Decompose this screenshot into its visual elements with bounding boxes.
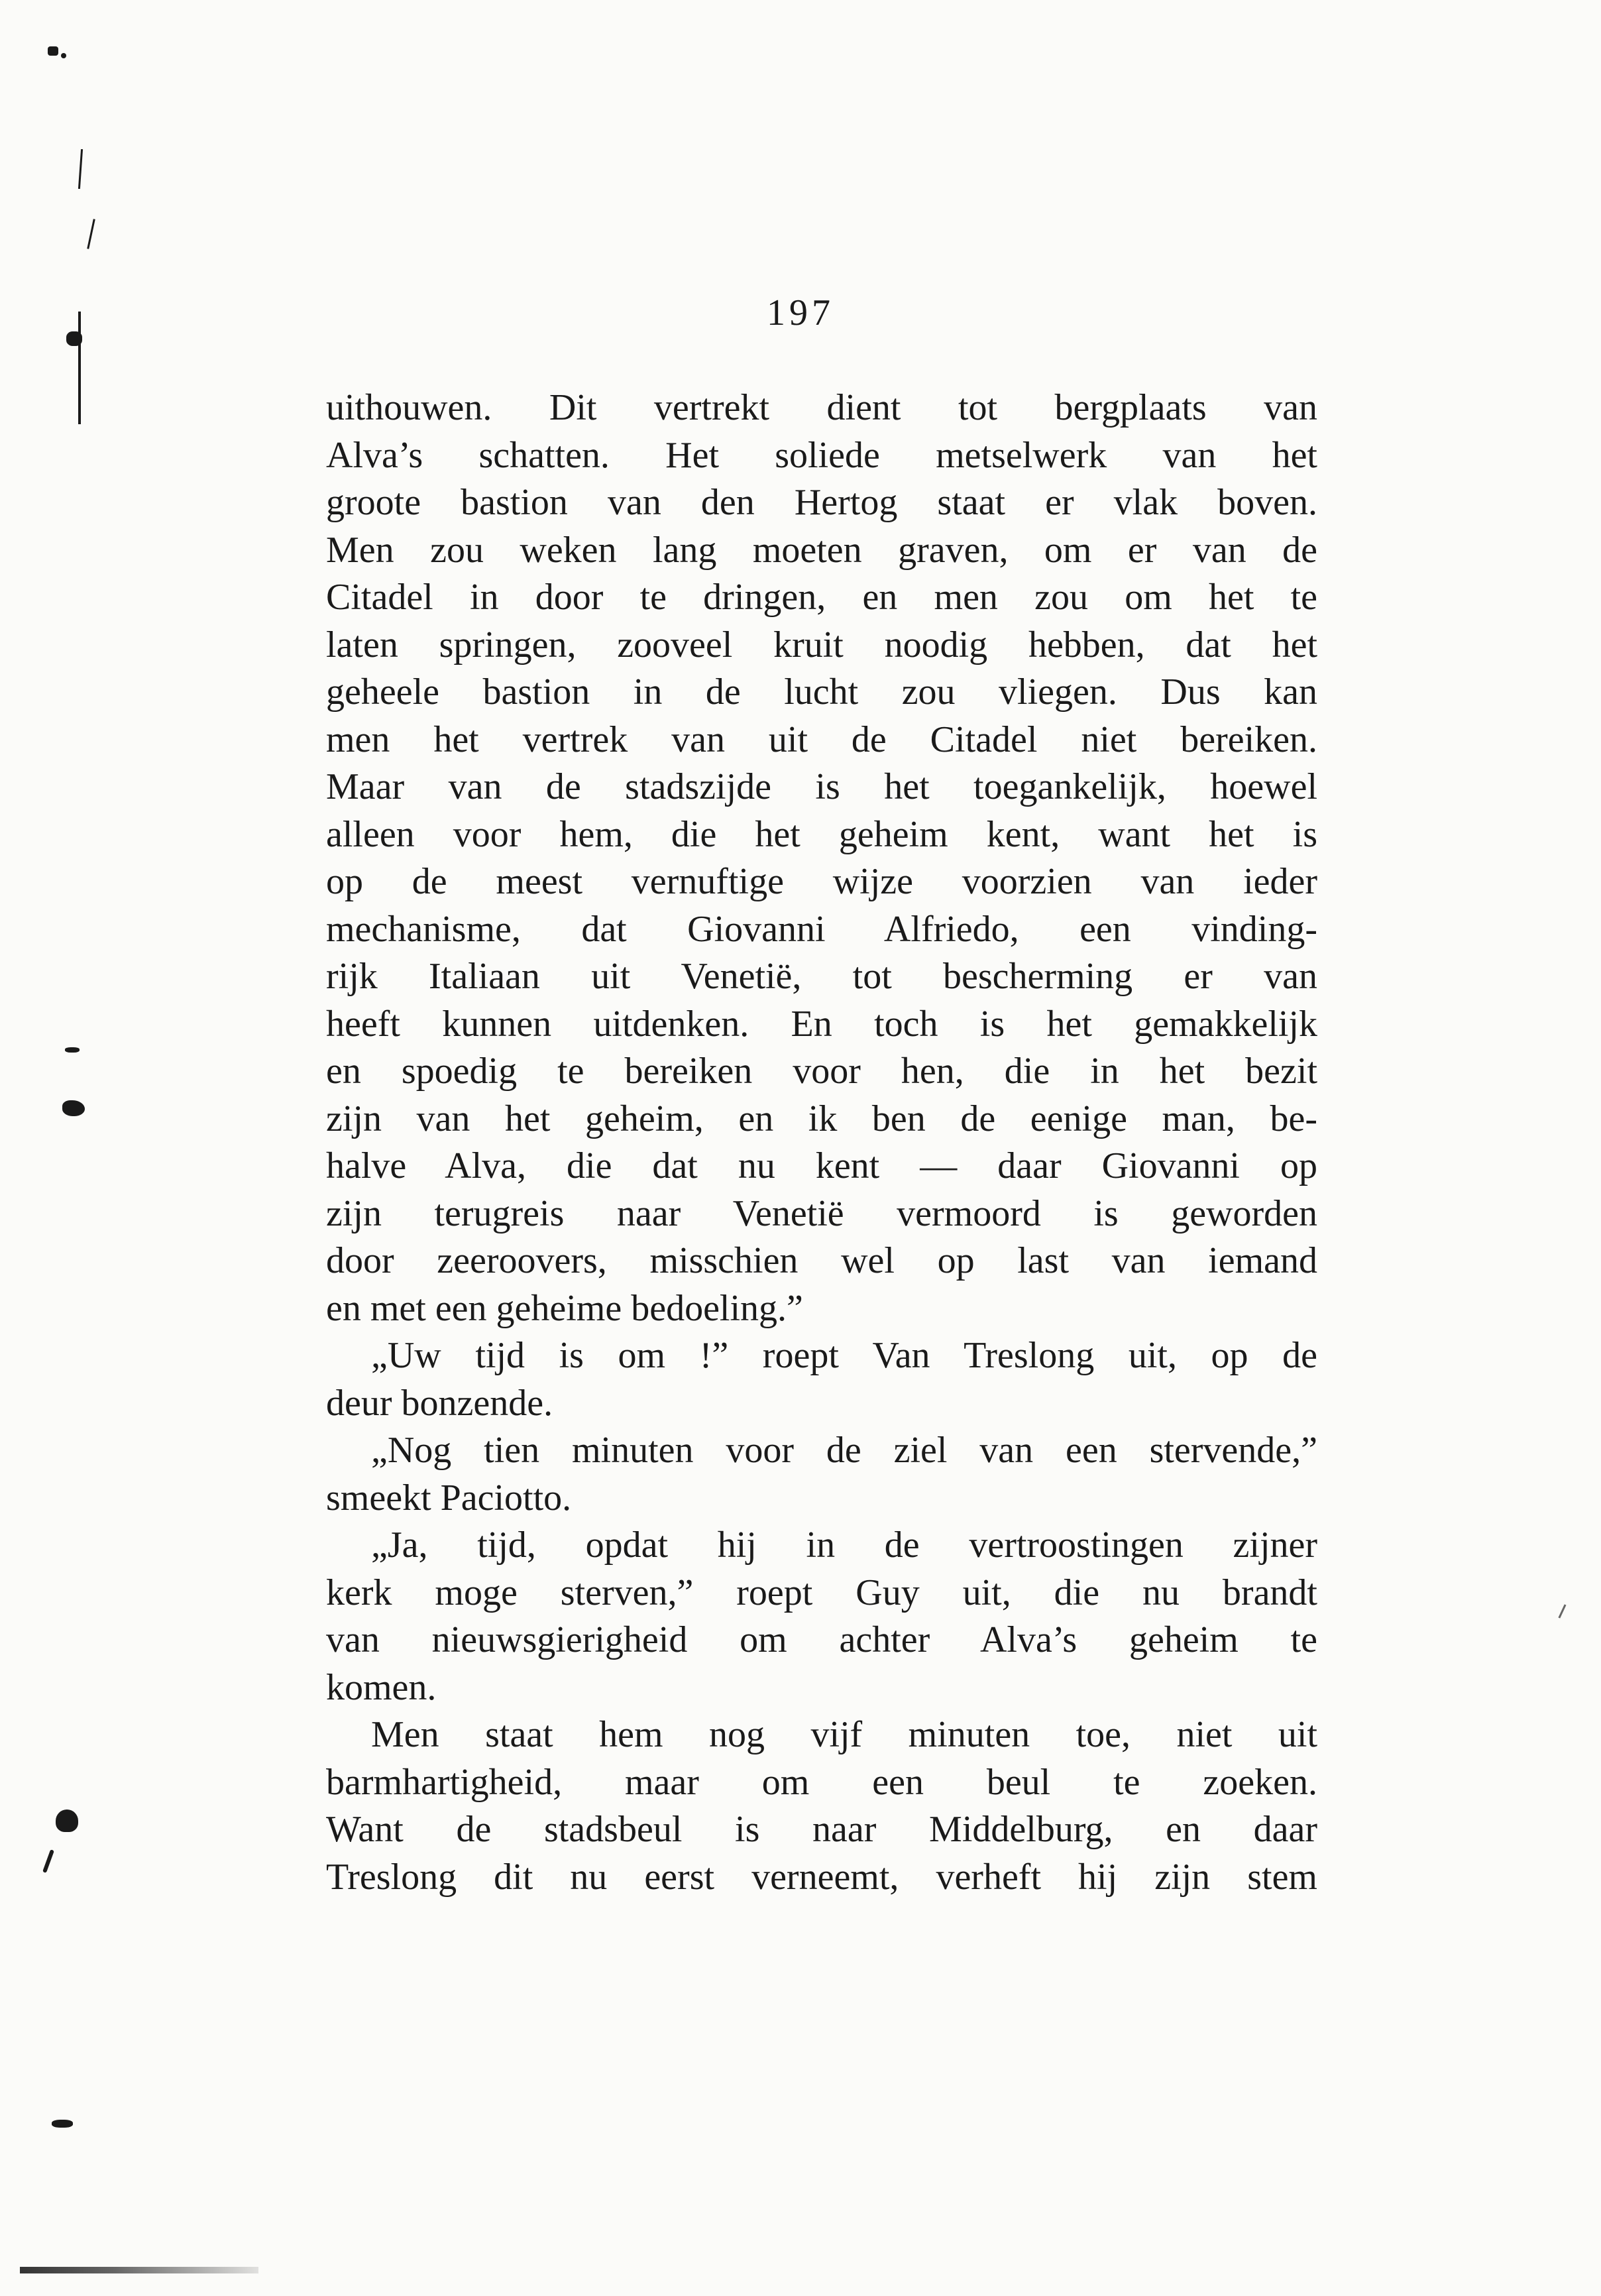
text-line: en met een geheime bedoeling.”: [326, 1287, 803, 1329]
text-line: uithouwen. Dit vertrekt dient tot bergplaats van: [326, 387, 1317, 428]
scan-speck: [56, 1809, 78, 1832]
text-line: kerk moge sterven,” roept Guy uit, die nu brandt: [326, 1572, 1317, 1613]
scan-speck: [1558, 1604, 1566, 1618]
scan-speck: [52, 2120, 73, 2128]
text-line: en spoedig te bereiken voor hen, die in het bezit: [326, 1051, 1317, 1092]
text-line: Alva’s schatten. Het soliede metselwerk van het: [326, 434, 1317, 476]
text-line: zijn terugreis naar Venetië vermoord is geworden: [326, 1192, 1317, 1234]
text-line: op de meest vernuftige wijze voorzien van ieder: [326, 861, 1317, 902]
text-line: „Nog tien minuten voor de ziel van een stervende,”: [371, 1430, 1317, 1471]
text-line: Citadel in door te dringen, en men zou om het te: [326, 577, 1317, 618]
scan-speck: [61, 53, 66, 58]
text-line: deur bonzende.: [326, 1382, 553, 1424]
scan-speck: [48, 46, 58, 56]
text-line: Want de stadsbeul is naar Middelburg, en daar: [326, 1809, 1317, 1850]
text-line: men het vertrek van uit de Citadel niet bereiken.: [326, 718, 1317, 760]
text-line: laten springen, zooveel kruit noodig hebben, dat het: [326, 624, 1317, 665]
body-text: [326, 384, 1317, 1901]
scan-speck: [87, 219, 95, 249]
text-line: Men staat hem nog vijf minuten toe, niet uit: [371, 1714, 1317, 1755]
scan-speck: [42, 1849, 54, 1873]
text-line: mechanisme, dat Giovanni Alfriedo, een vinding-: [326, 908, 1317, 950]
scan-edge-shadow: [20, 2267, 258, 2273]
text-line: halve Alva, die dat nu kent — daar Giovanni op: [326, 1145, 1317, 1186]
scan-speck: [62, 1100, 85, 1116]
scan-speck: [78, 149, 83, 189]
text-line: rijk Italiaan uit Venetië, tot bescherming er van: [326, 956, 1317, 997]
text-line: Treslong dit nu eerst verneemt, verheft hij zijn stem: [326, 1856, 1317, 1898]
text-line: van nieuwsgierigheid om achter Alva’s geheim te: [326, 1619, 1317, 1660]
text-line: „Ja, tijd, opdat hij in de vertroostingen zijner: [371, 1524, 1317, 1566]
text-line: smeekt Paciotto.: [326, 1477, 572, 1519]
text-line: door zeeroovers, misschien wel op last van iemand: [326, 1240, 1317, 1281]
text-line: groote bastion van den Hertog staat er vlak boven.: [326, 482, 1317, 523]
text-line: Maar van de stadszijde is het toegankelijk, hoewel: [326, 766, 1317, 807]
text-line: „Uw tijd is om !” roept Van Treslong uit, op de: [371, 1335, 1317, 1376]
text-line: geheele bastion in de lucht zou vliegen. Dus kan: [326, 671, 1317, 713]
text-line: heeft kunnen uitdenken. En toch is het gemakkelijk: [326, 1003, 1317, 1045]
text-line: Men zou weken lang moeten graven, om er van de: [326, 529, 1317, 571]
text-line: barmhartigheid, maar om een beul te zoeken.: [326, 1761, 1317, 1803]
text-line: alleen voor hem, die het geheim kent, want het is: [326, 813, 1317, 855]
text-line: zijn van het geheim, en ik ben de eenige man, be-: [326, 1098, 1317, 1139]
text-line: komen.: [326, 1666, 437, 1708]
scan-speck: [65, 1047, 80, 1053]
page-number: 197: [767, 292, 834, 333]
